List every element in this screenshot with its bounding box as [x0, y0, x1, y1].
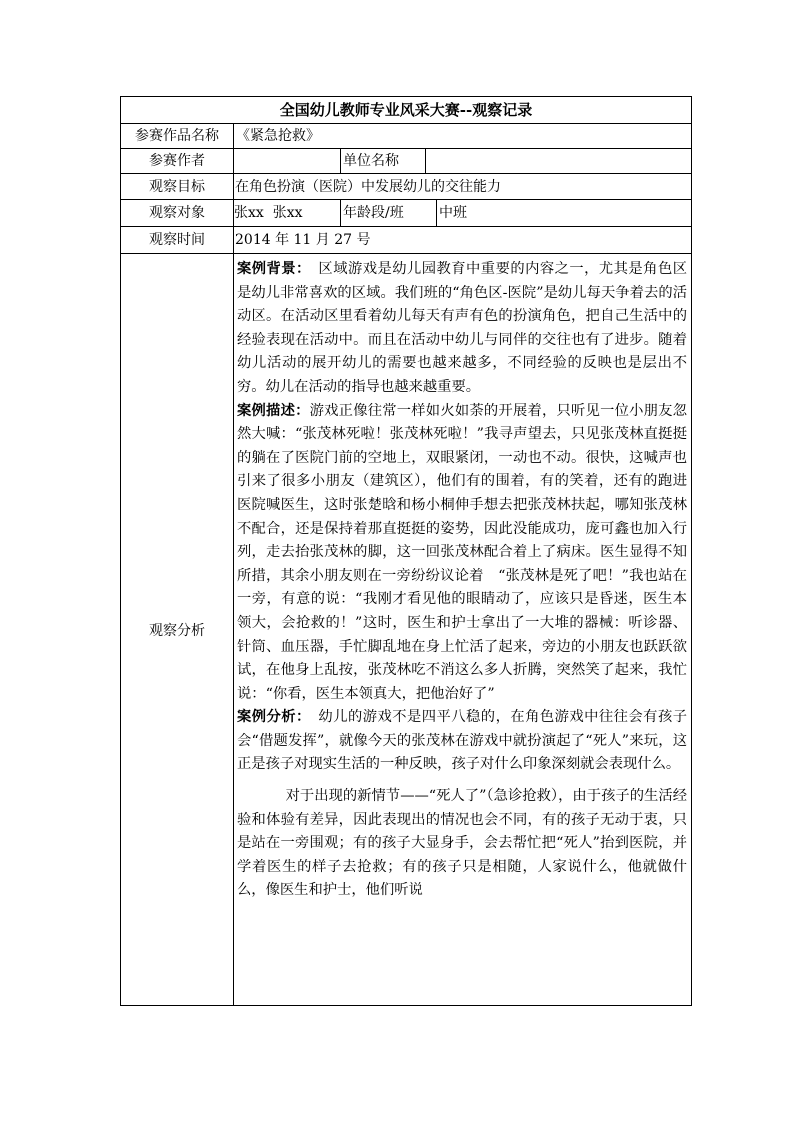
age-label: 年龄段/班 [341, 200, 437, 226]
case-description-heading: 案例描述： [237, 402, 310, 419]
object-value: 张xx 张xx [234, 200, 341, 226]
work-name-label: 参赛作品名称 [121, 124, 234, 148]
title-row [121, 97, 691, 124]
analysis-label: 观察分析 [121, 254, 234, 1005]
case-analysis-heading: 案例分析： [237, 709, 304, 726]
case-background-text: 区域游戏是幼儿园教育中重要的内容之一，尤其是角色区是幼儿非常喜欢的区域。我们班的“角色区-医院”是幼儿每天争着去的活动区。在活动区里看着幼儿每天有声有色的扮演角色，把自己生活中的经验表现在活动中。而且在活动中幼儿与同伴的交往也有了进步。随着幼儿活动的展开幼儿的需要也越来越多，不同经验的反映也是层出不穷。幼儿在活动的指导也越来越重要。 [237, 261, 688, 395]
time-value: 2014 年 11 月 27 号 [235, 232, 371, 248]
goal-value: 在角色扮演（医院）中发展幼儿的交往能力 [235, 178, 501, 195]
author-value [234, 149, 341, 173]
author-label: 参赛作者 [121, 149, 234, 173]
case-analysis-text: 幼儿的游戏不是四平八稳的，在角色游戏中往往会有孩子会“借题发挥”，就像今天的张茂林在游戏中就扮演起了“死人”来玩，这正是孩子对现实生活的一种反映，孩子对什么印象深刻就会表现什么。 [237, 709, 688, 773]
case-background-heading: 案例背景： [237, 261, 304, 277]
table-title: 全国幼儿教师专业风采大赛--观察记录 [279, 100, 533, 119]
goal-label: 观察目标 [121, 174, 234, 199]
analysis-paragraph-2: 对于出现的新情节——“死人了”（急诊抢救），由于孩子的生活经验和体验有差异，因此表现出的情况也会不同，有的孩子无动于衷，只是站在一旁围观；有的孩子大显身手，会去帮忙把“死人”抬到医院，并学着医生的样子去抢救；有的孩子只是相随，人家说什么，他就做什么，像医生和护士，他们听说 [237, 788, 687, 899]
case-description [237, 400, 687, 707]
work-name-value: 《紧急抢救》 [236, 128, 320, 144]
unit-label: 单位名称 [341, 149, 426, 173]
age-value: 中班 [439, 205, 467, 221]
work-name-row [121, 124, 691, 149]
object-label: 观察对象 [121, 200, 234, 226]
object-row [121, 200, 691, 227]
case-description-text: 游戏正像往常一样如火如荼的开展着，只听见一位小朋友忽然大喊：“张茂林死啦！张茂林死啦！”我寻声望去，只见张茂林直挺挺的躺在了医院门前的空地上，双眼紧闭，一动也不动。很快，这喊声也引来了很多小朋友（建筑区），他们有的围着，有的笑着，还有的跑进医院喊医生，这时张楚晗和杨小桐伸手想去把张茂林扶起，哪知张茂林不配合，还是保持着那直挺挺的姿势，因此没能成功，庞可鑫也加入行列，走去抬张茂林的脚，这一回张茂林配合着上了病床。医生显得不知所措，其余小朋友则在一旁纷纷议论着 “张茂林是死了吧！”我也站在一旁，有意的说：“我刚才看见他的眼睛动了，应该只是昏迷，医生本领大，会抢救的！”这时，医生和护士拿出了一大堆的器械：听诊器、针筒、血压器，手忙脚乱地在身上忙活了起来，旁边的小朋友也跃跃欲试，在他身上乱按，张茂林吃不消这么多人折腾，突然笑了起来，我忙说：“你看，医生本领真大，把他治好了” [237, 402, 688, 702]
observation-record-table [120, 96, 692, 1006]
time-row [121, 227, 691, 254]
unit-value [426, 149, 691, 173]
analysis-row [121, 254, 691, 1005]
analysis-content [234, 254, 691, 1005]
time-label: 观察时间 [121, 227, 234, 253]
case-analysis [237, 706, 687, 777]
case-background [237, 258, 687, 400]
author-row [121, 149, 691, 174]
goal-row [121, 174, 691, 200]
